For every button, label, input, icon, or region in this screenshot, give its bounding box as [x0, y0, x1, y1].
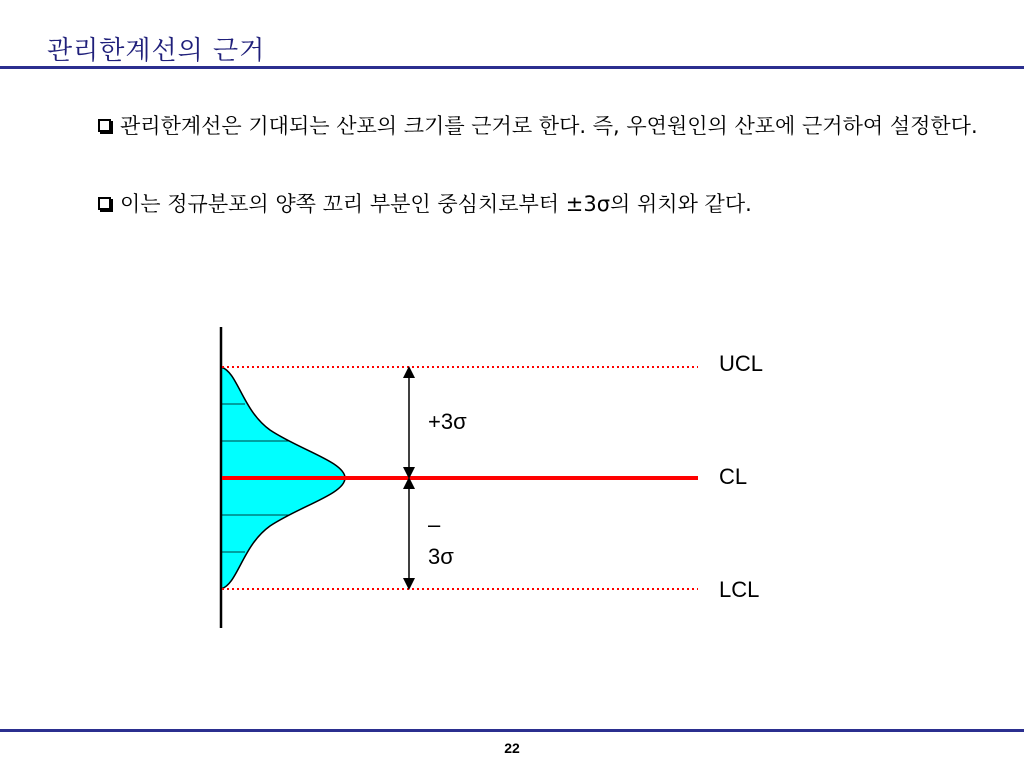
ucl-label: UCL [719, 351, 764, 376]
slide-title: 관리한계선의 근거 [47, 36, 266, 66]
cl-label: CL [719, 464, 748, 489]
bullet-text-2: 이는 정규분포의 양쪽 꼬리 부분인 중심치로부터 ±3σ의 위치와 같다. [120, 192, 752, 216]
lcl-label: LCL [719, 577, 760, 602]
page-number: 22 [504, 740, 520, 756]
bullet-text-1: 관리한계선은 기대되는 산포의 크기를 근거로 한다. 즉, 우연원인의 산포에 근거하여 설정한다. [120, 114, 978, 138]
lower-sigma-label: 3σ [428, 544, 454, 569]
footer-divider [0, 729, 1024, 732]
lower-sigma-sign: – [428, 512, 441, 537]
upper-sigma-label: +3σ [428, 409, 467, 434]
